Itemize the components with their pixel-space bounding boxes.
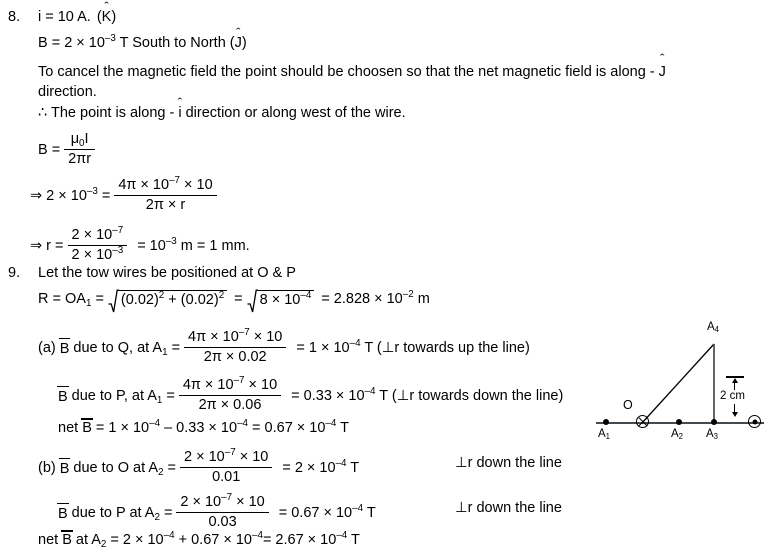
label-A2-sub: 2 — [678, 432, 684, 442]
9c-numerator — [180, 449, 272, 468]
therefore-text-tail: direction or along west of the wire. — [181, 105, 406, 121]
sqrt-1 — [108, 290, 227, 308]
problem-9d-line — [58, 492, 376, 531]
R-result-exponent: –2 — [402, 289, 414, 301]
net1-B-vector: B — [82, 420, 92, 436]
radical-sign-icon — [108, 289, 119, 313]
step1-denominator: 2π × r — [145, 196, 186, 213]
label-O: O — [623, 398, 633, 412]
9d-result-text: = 0.67 × 10 — [278, 505, 353, 522]
9b-num-exp: –7 — [233, 375, 245, 387]
9a-num-b: × 10 — [249, 329, 283, 345]
net1-prefix: net — [58, 420, 83, 436]
point-A1-dot — [603, 419, 609, 425]
step1-lhs — [30, 188, 98, 204]
9d-text-body: due to P at A — [71, 505, 155, 522]
mu-subscript: 0 — [79, 137, 85, 149]
wire-geometry-figure — [590, 318, 778, 443]
radicand-1 — [119, 290, 227, 308]
R-unit: m — [413, 291, 430, 307]
9b-numerator — [179, 377, 281, 396]
net2-a: at A — [71, 532, 101, 548]
step1-num-exponent: –7 — [169, 175, 181, 187]
step2-result-exponent: –3 — [165, 236, 177, 248]
statement-1-continuation: direction. — [38, 84, 97, 100]
9b-num-a: 4π × 10 — [182, 377, 234, 393]
label-A3-text: A — [706, 428, 714, 440]
problem-8-statement-1 — [38, 62, 750, 102]
formula-lhs: B = — [38, 142, 61, 159]
dimension-label: 2 cm — [720, 390, 745, 402]
9b-text-body: due to P, at A — [71, 388, 157, 405]
radicand-1-a: (0.02) — [120, 292, 159, 308]
label-A1 — [598, 428, 610, 440]
9a-result-text: = 1 × 10 — [296, 340, 350, 357]
9b-result — [291, 388, 563, 404]
9c-subscript: 2 — [158, 466, 164, 478]
9c-label: (b) — [38, 460, 56, 477]
step2-lhs: ⇒ r = — [30, 238, 64, 255]
net2-subscript: 2 — [100, 538, 107, 550]
label-A4-sub: 4 — [714, 325, 720, 335]
radicand-2 — [258, 290, 315, 308]
9b-B-vector: B — [58, 388, 68, 405]
9a-result-tail: T (⊥r towards up the line) — [360, 340, 530, 357]
9d-result-exp: –4 — [352, 503, 364, 515]
net2-B-vector: B — [62, 532, 72, 548]
radicand-2-exp: –4 — [300, 290, 312, 302]
9a-result — [296, 340, 529, 356]
9c-equals: = — [167, 460, 177, 477]
9a-equals: = — [171, 340, 181, 357]
step1-lhs-exponent: –3 — [86, 186, 98, 198]
net2-b: = 2 × 10 — [106, 532, 164, 548]
problem-8-current-line — [38, 10, 116, 25]
9d-numerator — [176, 494, 268, 513]
problem-9c-line — [38, 447, 360, 486]
problem-8-step-1 — [30, 175, 217, 214]
9c-denominator: 0.01 — [212, 468, 241, 485]
problem-9-intro: Let the tow wires be positioned at O & P — [38, 265, 296, 281]
step2-result-b: m = 1 mm. — [176, 238, 250, 255]
paren-close: ) — [111, 9, 117, 25]
step2-num-a: 2 × 10 — [71, 227, 113, 243]
9a-result-exp: –4 — [349, 338, 361, 350]
9a-B-vector: B — [59, 340, 70, 357]
dimension-down-arrow-icon — [732, 412, 738, 417]
9b-equals: = — [166, 388, 175, 405]
net2-c: + 0.67 × 10 — [174, 532, 252, 548]
net1-b-exp: –4 — [237, 418, 249, 430]
hypotenuse-line — [642, 344, 714, 423]
step2-num-exponent: –7 — [112, 225, 124, 237]
9d-denominator: 0.03 — [208, 513, 237, 530]
dimension-up-arrow-icon — [732, 378, 738, 383]
current-symbol: I — [84, 131, 89, 147]
unit-vector-k: ˆ K — [102, 10, 112, 25]
current-into-page-icon — [636, 415, 649, 428]
net2-c-exp: –4 — [251, 530, 263, 542]
label-A3-sub: 3 — [713, 432, 719, 442]
therefore-text: ∴ The point is along - — [38, 105, 179, 121]
formula-numerator — [64, 131, 95, 150]
problem-9-net2-line — [38, 532, 360, 548]
problem-9-number: 9. — [8, 265, 21, 281]
9c-text-body: due to O at A — [73, 460, 159, 477]
label-A2-text: A — [671, 428, 679, 440]
unit-vector-j: ˆ J — [235, 36, 242, 51]
problem-8-formula — [38, 132, 95, 168]
label-A2 — [671, 428, 683, 440]
9a-denominator: 2π × 0.02 — [203, 348, 267, 365]
label-A3 — [706, 428, 718, 440]
step2-result — [137, 238, 250, 254]
net2-b-exp: –4 — [163, 530, 175, 542]
9c-num-a: 2 × 10 — [184, 449, 225, 465]
net2-d-exp: –4 — [336, 530, 348, 542]
statement-1-text: To cancel the magnetic field the point should be choosen so that the net magnetic field is along - — [38, 64, 659, 80]
9a-text-body: due to Q, at A — [73, 340, 163, 357]
sqrt-2 — [247, 290, 315, 308]
problem-9a-line — [38, 327, 530, 366]
step2-result-a: = 10 — [137, 238, 166, 255]
paren-open: ( — [96, 9, 102, 25]
9d-note: ⊥r down the line — [455, 500, 562, 516]
field-lhs: B = 2 × 10 — [38, 35, 105, 51]
net1-a-exp: –4 — [149, 418, 161, 430]
9c-result — [282, 460, 359, 476]
current-equation: i = 10 A. — [38, 9, 91, 25]
R-result-text: = 2.828 × 10 — [321, 291, 403, 307]
9c-result-exp: –4 — [335, 458, 347, 470]
problem-9-net1-line — [58, 420, 349, 436]
9b-result-tail: T (⊥r towards down the line) — [375, 388, 564, 405]
problem-9b-line — [58, 375, 564, 414]
9d-equals: = — [163, 505, 173, 522]
radical-sign-icon-2 — [247, 289, 258, 313]
label-A4-text: A — [707, 321, 715, 333]
9a-num-a: 4π × 10 — [188, 329, 239, 345]
net2-prefix: net — [38, 532, 63, 548]
9d-text — [72, 505, 160, 521]
label-A1-text: A — [598, 428, 606, 440]
9c-result-unit: T — [346, 460, 360, 477]
9a-subscript: 1 — [162, 346, 168, 358]
9a-text — [73, 340, 167, 356]
mu-symbol: μ — [70, 131, 80, 147]
field-mid: T South to North ( — [115, 35, 235, 51]
R-result — [321, 291, 430, 307]
9a-numerator — [184, 329, 286, 348]
problem-8-statement-2 — [38, 106, 406, 121]
9b-text — [72, 388, 163, 404]
step2-fraction — [68, 227, 128, 263]
net2-unit: T — [347, 532, 360, 548]
formula-fraction — [64, 131, 95, 167]
9a-label: (a) — [38, 340, 56, 357]
9d-num-exp: –7 — [221, 492, 233, 504]
R-equals-1: = — [95, 291, 104, 307]
point-A3-dot — [711, 419, 717, 425]
step1-num-a: 4π × 10 — [118, 177, 170, 193]
9b-result-exp: –4 — [364, 386, 376, 398]
9d-B-vector: B — [58, 505, 68, 522]
label-A1-sub: 1 — [605, 432, 611, 442]
9b-result-text: = 0.33 × 10 — [291, 388, 365, 405]
radicand-1-exp2: 2 — [218, 290, 225, 302]
point-A2-dot — [676, 419, 682, 425]
9d-num-b: × 10 — [232, 494, 265, 510]
radicand-2-a: 8 × 10 — [259, 292, 301, 308]
9a-fraction — [184, 329, 286, 365]
net1-a: = 1 × 10 — [91, 420, 150, 436]
step2-numerator — [68, 227, 128, 246]
formula-denominator: 2πr — [68, 150, 92, 167]
9b-fraction — [179, 377, 281, 413]
9c-note: ⊥r down the line — [455, 455, 562, 471]
net1-c: = 0.67 × 10 — [248, 420, 326, 436]
problem-8-step-2 — [30, 225, 250, 264]
step1-fraction — [114, 177, 216, 213]
9c-num-b: × 10 — [235, 449, 269, 465]
radicand-1-exp: 2 — [158, 290, 165, 302]
field-paren-close: ) — [241, 35, 247, 51]
step2-den-a: 2 × 10 — [71, 246, 113, 263]
step2-den-exponent: –3 — [112, 244, 124, 256]
net1-c-exp: –4 — [325, 418, 337, 430]
9d-result — [279, 505, 376, 521]
net1-unit: T — [336, 420, 349, 436]
9b-num-b: × 10 — [244, 377, 278, 393]
9c-B-vector: B — [59, 460, 70, 477]
problem-8-field-line — [38, 33, 247, 51]
9b-denominator: 2π × 0.06 — [198, 396, 262, 413]
current-out-of-page-icon — [748, 415, 761, 428]
step2-denominator — [68, 246, 128, 264]
9d-subscript: 2 — [154, 511, 160, 523]
problem-8-number: 8. — [8, 9, 21, 25]
net1-b: – 0.33 × 10 — [160, 420, 238, 436]
step1-lhs-text: ⇒ 2 × 10 — [30, 188, 87, 205]
R-equals-2: = — [234, 291, 243, 307]
unit-vector-j-neg: ˆ J — [659, 62, 666, 82]
9c-fraction — [180, 449, 272, 485]
9c-num-exp: –7 — [224, 447, 236, 459]
radicand-1-plus: + (0.02) — [164, 292, 219, 308]
9b-subscript: 1 — [156, 394, 163, 406]
label-A4 — [707, 321, 719, 333]
R-subscript: 1 — [85, 297, 92, 309]
step1-equals: = — [101, 188, 111, 205]
step1-num-b: × 10 — [180, 177, 213, 193]
step1-numerator — [114, 177, 216, 196]
R-lhs-text: R = OA — [38, 291, 86, 307]
9d-num-a: 2 × 10 — [180, 494, 222, 510]
net2-d: = 2.67 × 10 — [262, 532, 337, 548]
9c-text — [73, 460, 163, 476]
9d-result-unit: T — [363, 505, 376, 522]
R-lhs — [38, 291, 91, 307]
problem-9-R-line — [38, 290, 430, 308]
9d-fraction — [176, 494, 268, 530]
field-exponent: –3 — [104, 33, 116, 45]
unit-vector-i-neg: ˆ i — [178, 106, 181, 121]
9a-num-exp: –7 — [238, 327, 250, 339]
9c-result-text: = 2 × 10 — [282, 460, 336, 477]
